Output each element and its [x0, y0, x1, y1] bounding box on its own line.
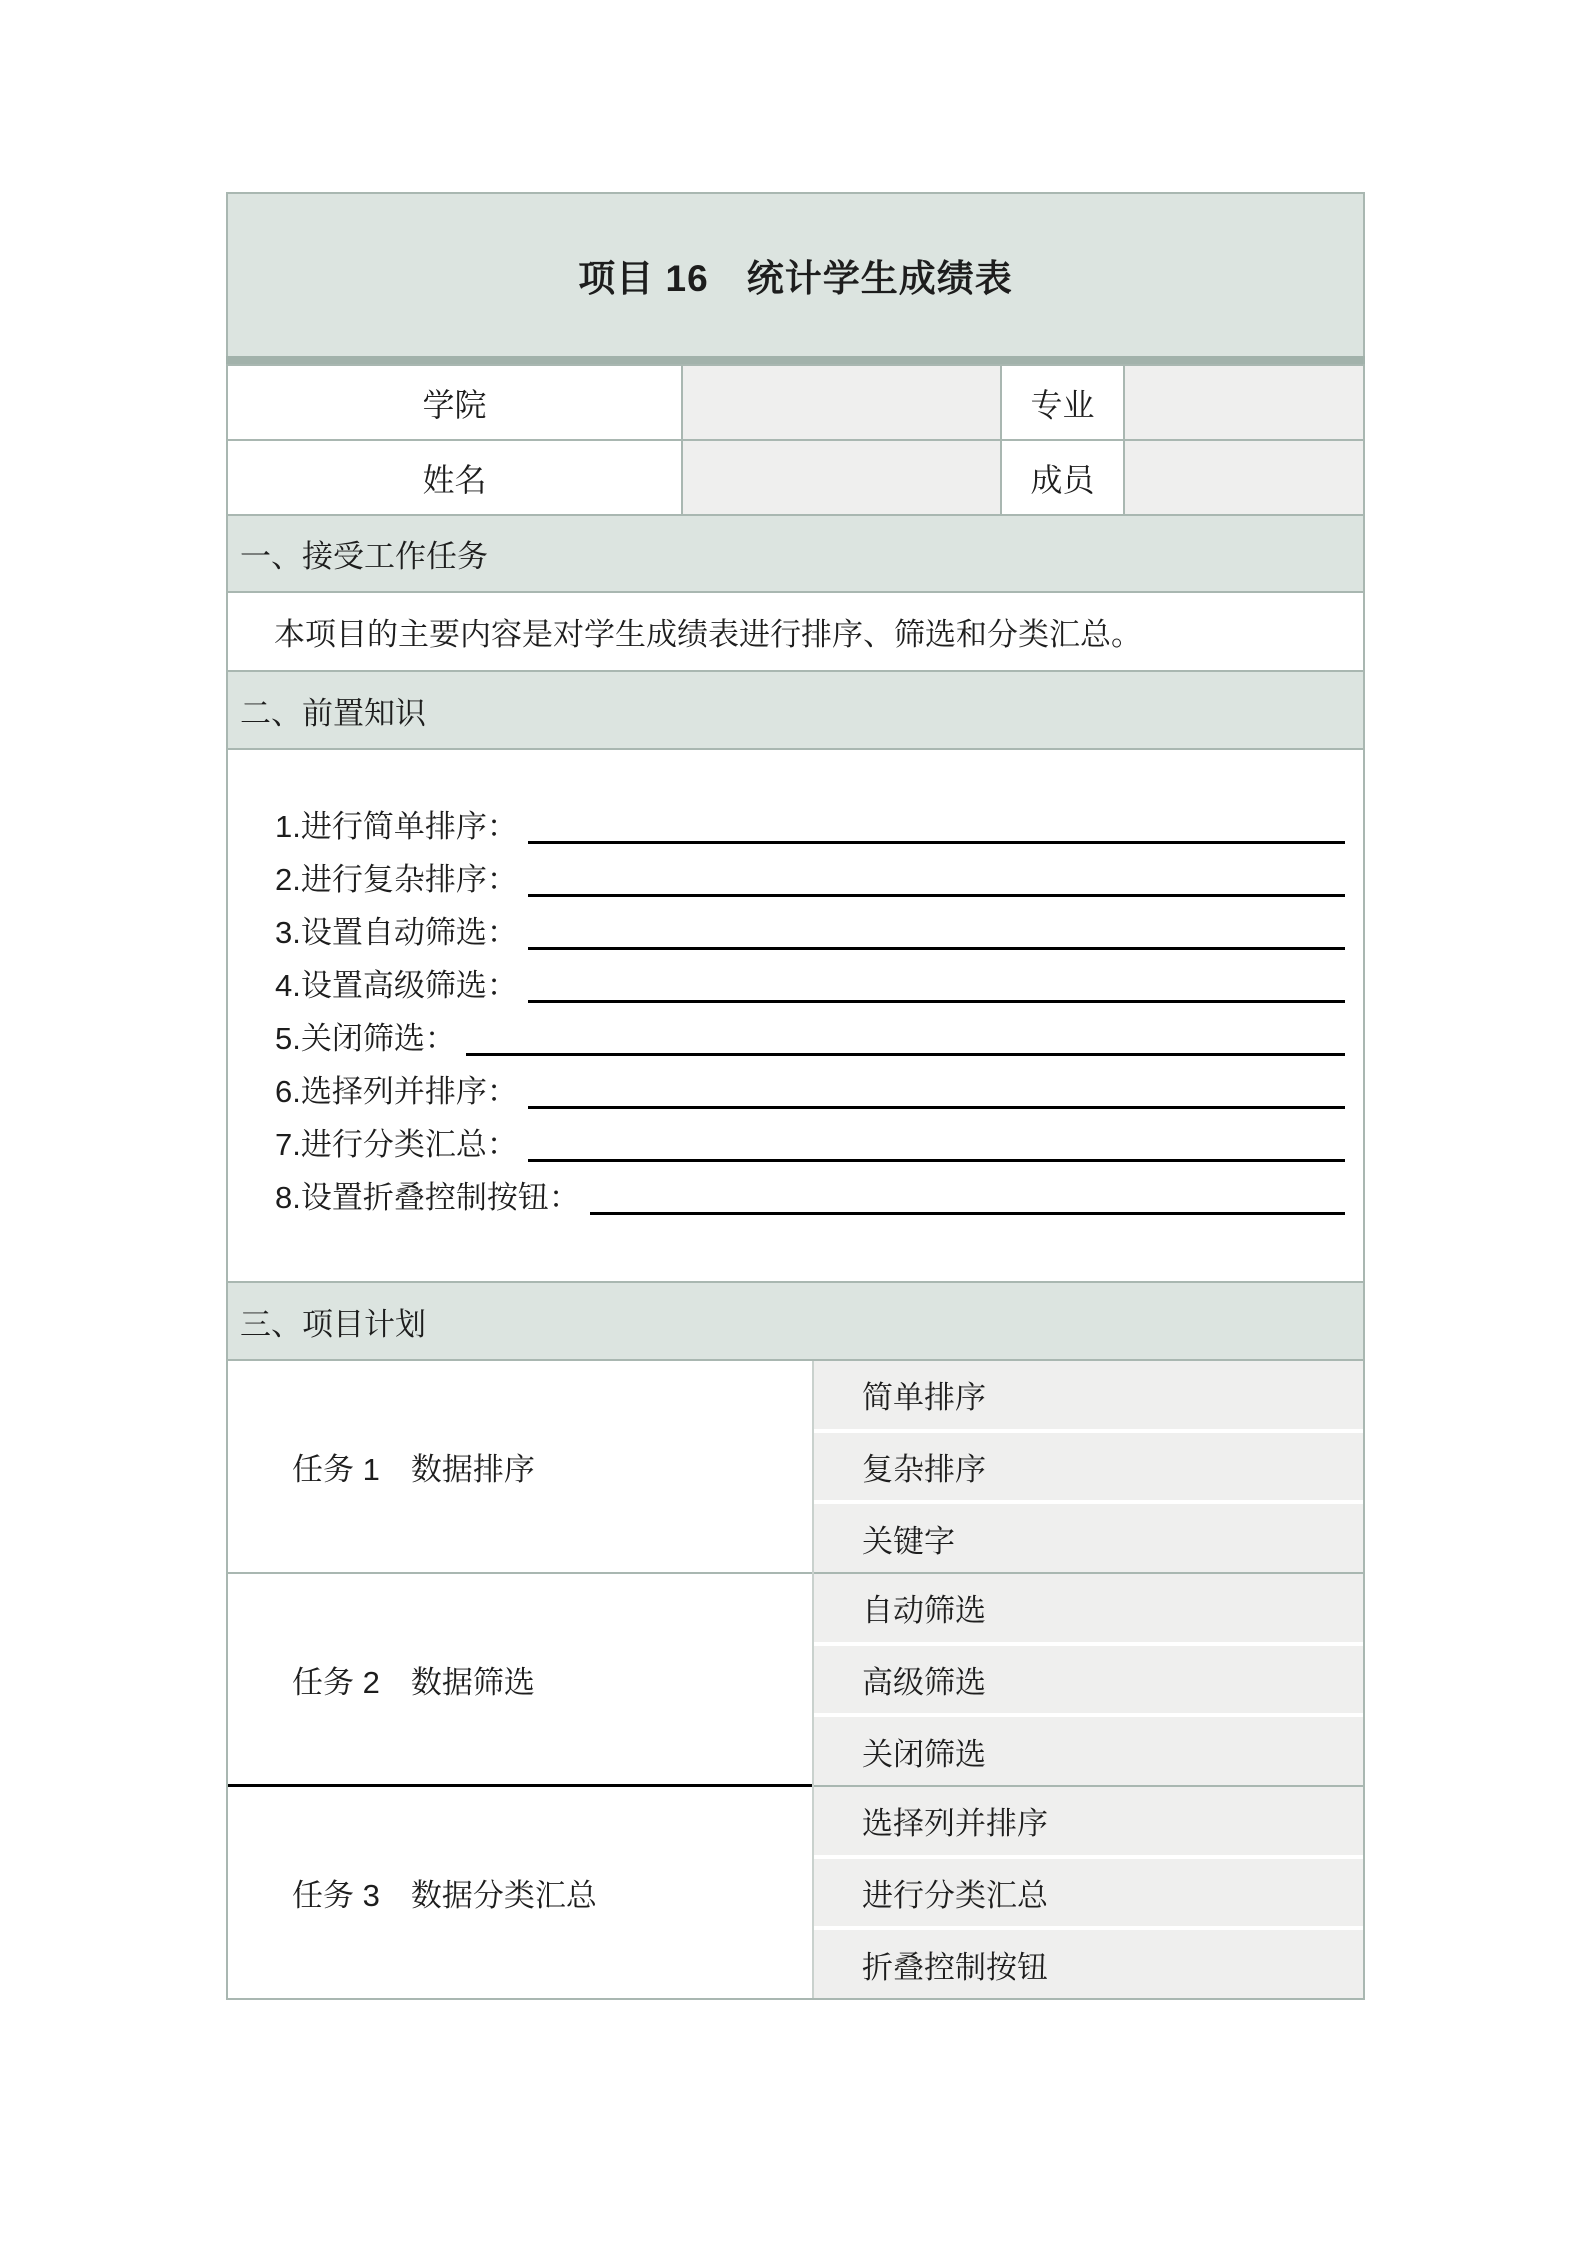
- name-value-cell[interactable]: [683, 441, 1000, 514]
- task-3-cell: 任务 3 数据分类汇总: [228, 1784, 812, 1998]
- knowledge-item-label: 1.进行简单排序：: [275, 809, 518, 844]
- section3-heading-band: [226, 1281, 1365, 1361]
- section2-heading-band: [226, 670, 1365, 750]
- title-divider: [226, 356, 1365, 364]
- knowledge-item-label: 3.设置自动筛选：: [275, 915, 518, 950]
- subtask-cell: 简单排序: [814, 1361, 1363, 1429]
- worksheet: [226, 192, 1365, 2000]
- knowledge-item: [275, 906, 1345, 959]
- knowledge-item: [275, 959, 1345, 1012]
- college-value-cell[interactable]: [683, 366, 1000, 439]
- subtask-cell: 进行分类汇总: [814, 1855, 1363, 1927]
- section1-heading-band: [226, 514, 1365, 593]
- college-label: 学院: [228, 366, 681, 439]
- knowledge-item-label: 8.设置折叠控制按钮：: [275, 1180, 580, 1215]
- task-1-cell: 任务 1 数据排序: [292, 1451, 535, 1487]
- fill-in-blank-line[interactable]: [528, 1118, 1345, 1162]
- subtask-cell: 关闭筛选: [814, 1713, 1363, 1785]
- info-table: [226, 364, 1365, 516]
- fill-in-blank-line[interactable]: [528, 1065, 1345, 1109]
- section2-body: [226, 748, 1365, 1283]
- knowledge-item-label: 5.关闭筛选：: [275, 1021, 456, 1056]
- section1-heading: 一、接受工作任务: [240, 539, 488, 574]
- subtask-cell: 关键字: [814, 1500, 1363, 1572]
- members-value-cell[interactable]: [1125, 441, 1363, 514]
- subtask-cell: 自动筛选: [814, 1572, 1363, 1642]
- knowledge-item: [275, 1012, 1345, 1065]
- subtask-cell: 高级筛选: [814, 1642, 1363, 1714]
- knowledge-item: [275, 800, 1345, 853]
- project-plan-table: [226, 1359, 1365, 2000]
- fill-in-blank-line[interactable]: [590, 1171, 1345, 1215]
- major-label: 专业: [1002, 366, 1123, 439]
- knowledge-item: [275, 1118, 1345, 1171]
- page-title: 项目 16 统计学生成绩表: [578, 258, 1013, 299]
- title-band: [226, 192, 1365, 356]
- knowledge-item-label: 4.设置高级筛选：: [275, 968, 518, 1003]
- knowledge-item-label: 2.进行复杂排序：: [275, 862, 518, 897]
- section3-heading: 三、项目计划: [240, 1306, 426, 1342]
- fill-in-blank-line[interactable]: [528, 959, 1345, 1003]
- subtask-cell: 选择列并排序: [814, 1785, 1363, 1855]
- section1-body-text: 本项目的主要内容是对学生成绩表进行排序、筛选和分类汇总。: [274, 617, 1142, 652]
- task-2-cell: 任务 2 数据筛选: [228, 1572, 812, 1785]
- fill-in-blank-line[interactable]: [528, 906, 1345, 950]
- major-value-cell[interactable]: [1125, 366, 1363, 439]
- knowledge-item: [275, 1065, 1345, 1118]
- fill-in-blank-line[interactable]: [528, 853, 1345, 897]
- knowledge-item: [275, 853, 1345, 906]
- plan-task-column: [228, 1361, 812, 1998]
- subtask-cell: 复杂排序: [814, 1429, 1363, 1501]
- section2-heading: 二、前置知识: [240, 695, 426, 731]
- knowledge-item: [275, 1171, 1345, 1224]
- plan-subtask-column: [814, 1361, 1363, 1998]
- knowledge-item-label: 6.选择列并排序：: [275, 1074, 518, 1109]
- members-label: 成员: [1002, 441, 1123, 514]
- fill-in-blank-line[interactable]: [466, 1012, 1345, 1056]
- knowledge-item-label: 7.进行分类汇总：: [275, 1127, 518, 1162]
- fill-in-blank-line[interactable]: [528, 800, 1345, 844]
- name-label: 姓名: [228, 441, 681, 514]
- subtask-cell: 折叠控制按钮: [814, 1926, 1363, 1998]
- section1-body-row: [226, 591, 1365, 672]
